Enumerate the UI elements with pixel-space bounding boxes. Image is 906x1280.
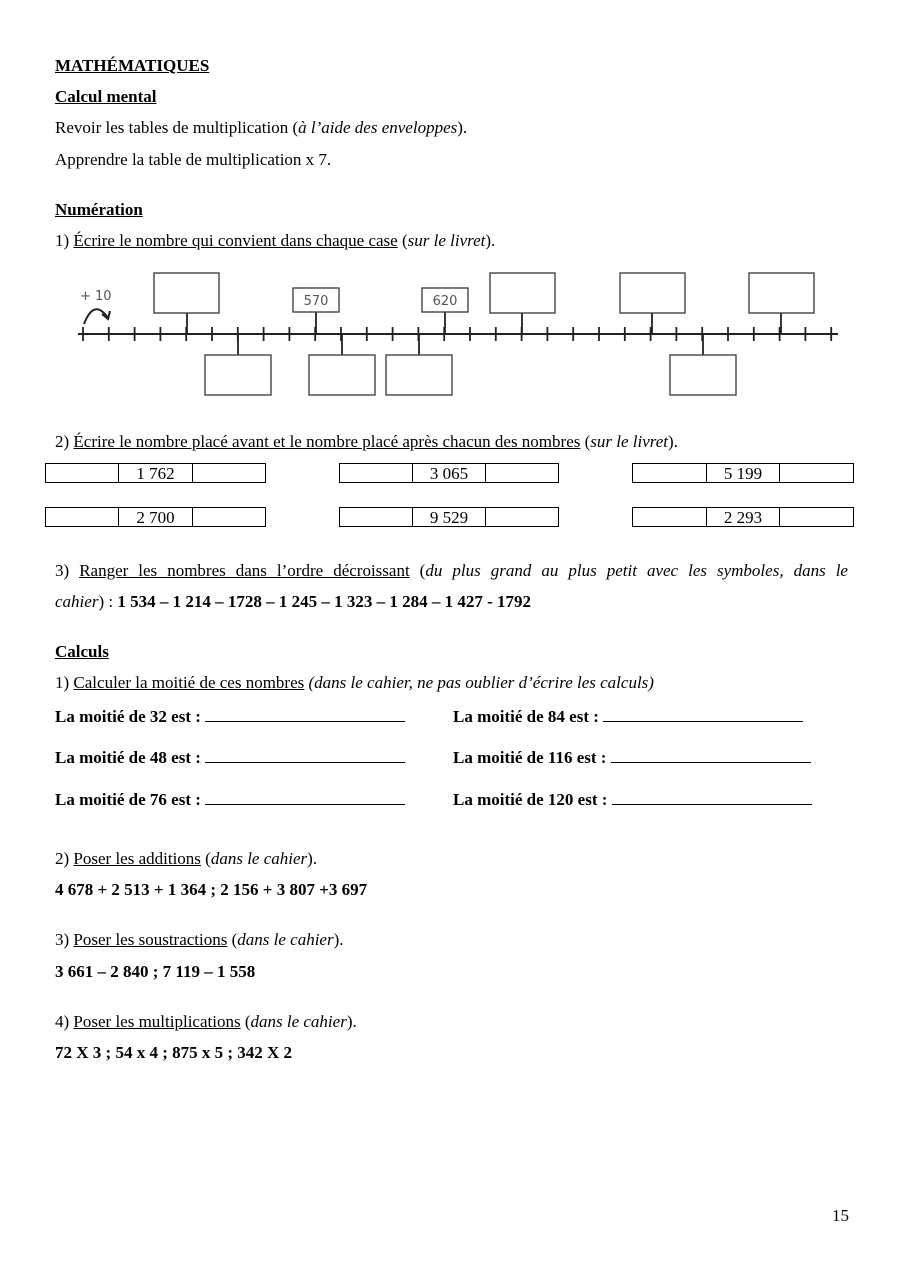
after-box[interactable] — [779, 508, 853, 526]
answer-blank[interactable] — [205, 747, 405, 763]
multiplications-list: 72 X 3 ; 54 x 4 ; 875 x 5 ; 342 X 2 — [55, 1043, 293, 1062]
half-question-label: La moitié de 116 est : — [453, 748, 611, 767]
exercise-number: 3) — [55, 561, 80, 580]
text-fragment: ). — [668, 432, 678, 451]
text-fragment: ( — [240, 1012, 251, 1031]
exercise-instruction: Poser les soustractions — [73, 930, 228, 949]
given-number: 5 199 — [706, 464, 780, 482]
exercise-number: 2) — [55, 432, 74, 451]
after-box[interactable] — [192, 464, 265, 482]
answer-blank[interactable] — [603, 706, 803, 722]
before-box[interactable] — [46, 508, 118, 526]
given-value: 620 — [432, 294, 458, 309]
neighbor-boxes — [339, 463, 559, 483]
exercise-number: 1) — [55, 673, 74, 692]
given-number: 9 529 — [412, 508, 485, 526]
half-question-label: La moitié de 32 est : — [55, 707, 206, 726]
text-fragment: ( — [200, 849, 211, 868]
additions-list: 4 678 + 2 513 + 1 364 ; 2 156 + 3 807 +3 697 — [55, 880, 368, 899]
before-box[interactable] — [633, 508, 706, 526]
text-fragment: ( — [580, 432, 591, 451]
before-box[interactable] — [340, 508, 412, 526]
exercise-number: 2) — [55, 849, 74, 868]
given-number: 3 065 — [412, 464, 485, 482]
answer-box[interactable] — [670, 355, 736, 395]
half-question — [55, 789, 405, 810]
given-number: 1 762 — [118, 464, 191, 482]
text-fragment-italic: dans le cahier — [237, 930, 334, 949]
neighbor-boxes — [339, 507, 559, 527]
text-fragment-italic: dans le cahier — [250, 1012, 347, 1031]
neighbor-boxes — [45, 463, 266, 483]
exercise-instruction: Calculer la moitié de ces nombres — [73, 673, 305, 692]
before-box[interactable] — [340, 464, 412, 482]
exercise-instruction: Écrire le nombre qui convient dans chaque case — [73, 231, 398, 250]
numeration-exercise-3-line-2 — [55, 592, 531, 612]
step-label: + 10 — [80, 289, 112, 304]
half-question-label: La moitié de 84 est : — [453, 707, 604, 726]
half-question — [453, 747, 811, 768]
neighbor-boxes — [45, 507, 266, 527]
text-fragment-italic: à l’aide des enveloppes — [298, 118, 458, 137]
text-fragment: ). — [307, 849, 318, 868]
exercise-instruction: Ranger les nombres dans l’ordre décroissant — [79, 561, 410, 580]
given-number: 2 700 — [118, 508, 191, 526]
neighbor-boxes — [632, 463, 854, 483]
before-box[interactable] — [46, 464, 118, 482]
given-value-boxes — [293, 288, 468, 334]
exercise-instruction: Poser les multiplications — [73, 1012, 241, 1031]
numeration-exercise-1 — [55, 231, 495, 251]
text-fragment-italic: sur le livret — [590, 432, 669, 451]
before-box[interactable] — [633, 464, 706, 482]
calculs-exercise-2 — [55, 849, 317, 869]
half-question — [55, 706, 405, 727]
text-fragment-italic: sur le livret — [407, 231, 486, 250]
exercise-number: 4) — [55, 1012, 74, 1031]
text-fragment-italic: cahier — [55, 592, 99, 611]
half-question-label: La moitié de 120 est : — [453, 790, 612, 809]
text-fragment: ). — [485, 231, 496, 250]
after-box[interactable] — [485, 508, 558, 526]
text-fragment: ) : — [98, 592, 118, 611]
calculs-exercise-1 — [55, 673, 654, 693]
text-fragment: ). — [333, 930, 344, 949]
exercise-instruction: Écrire le nombre placé avant et le nombre placé après chacun des nombres — [73, 432, 581, 451]
neighbor-boxes — [632, 507, 854, 527]
calcul-mental-line-1 — [55, 118, 467, 138]
answer-box[interactable] — [309, 355, 375, 395]
section-title-calculs: Calculs — [55, 642, 109, 661]
exercise-number: 3) — [55, 930, 74, 949]
answer-box[interactable] — [386, 355, 452, 395]
text-fragment: ( — [409, 561, 426, 580]
lower-answer-boxes — [205, 334, 736, 395]
text-fragment-italic: dans le cahier — [210, 849, 308, 868]
subtractions-list: 3 661 – 2 840 ; 7 119 – 1 558 — [55, 962, 256, 981]
upper-answer-boxes — [154, 273, 814, 334]
text-fragment: ). — [346, 1012, 357, 1031]
after-box[interactable] — [485, 464, 558, 482]
answer-box[interactable] — [490, 273, 555, 313]
exercise-number: 1) — [55, 231, 74, 250]
calculs-exercise-4 — [55, 1012, 357, 1032]
answer-box[interactable] — [620, 273, 685, 313]
numeration-exercise-3-line-1 — [55, 561, 848, 581]
after-box[interactable] — [779, 464, 853, 482]
text-fragment-italic: du plus grand au plus petit avec les symboles, dans le — [425, 561, 848, 580]
given-value: 570 — [303, 294, 329, 309]
text-fragment-italic: (dans le cahier, ne pas oublier d’écrire les calculs) — [304, 673, 654, 692]
answer-blank[interactable] — [205, 706, 405, 722]
half-question-label: La moitié de 48 est : — [55, 748, 206, 767]
section-title-numeration: Numération — [55, 200, 143, 219]
section-title-calcul-mental: Calcul mental — [55, 87, 157, 106]
answer-blank[interactable] — [612, 789, 812, 805]
calcul-mental-line-2: Apprendre la table de multiplication x 7. — [55, 150, 332, 169]
answer-box[interactable] — [205, 355, 271, 395]
text-fragment: ( — [397, 231, 408, 250]
answer-box[interactable] — [154, 273, 219, 313]
numbers-to-sort: 1 534 – 1 214 – 1728 – 1 245 – 1 323 – 1 284 – 1 427 - 1792 — [117, 592, 531, 611]
answer-blank[interactable] — [205, 789, 405, 805]
answer-box[interactable] — [749, 273, 814, 313]
page-number: 15 — [832, 1206, 849, 1225]
text-fragment: Revoir les tables de multiplication ( — [55, 118, 299, 137]
exercise-instruction: Poser les additions — [73, 849, 201, 868]
subject-title: MATHÉMATIQUES — [55, 56, 210, 75]
half-question-label: La moitié de 76 est : — [55, 790, 206, 809]
half-question — [453, 706, 803, 727]
after-box[interactable] — [192, 508, 265, 526]
text-fragment: ( — [227, 930, 238, 949]
text-fragment: ). — [457, 118, 468, 137]
half-question — [55, 747, 405, 768]
numeration-exercise-2 — [55, 432, 678, 452]
calculs-exercise-3 — [55, 930, 344, 950]
answer-blank[interactable] — [611, 747, 811, 763]
half-question — [453, 789, 812, 810]
given-number: 2 293 — [706, 508, 780, 526]
number-line-figure — [74, 268, 844, 400]
